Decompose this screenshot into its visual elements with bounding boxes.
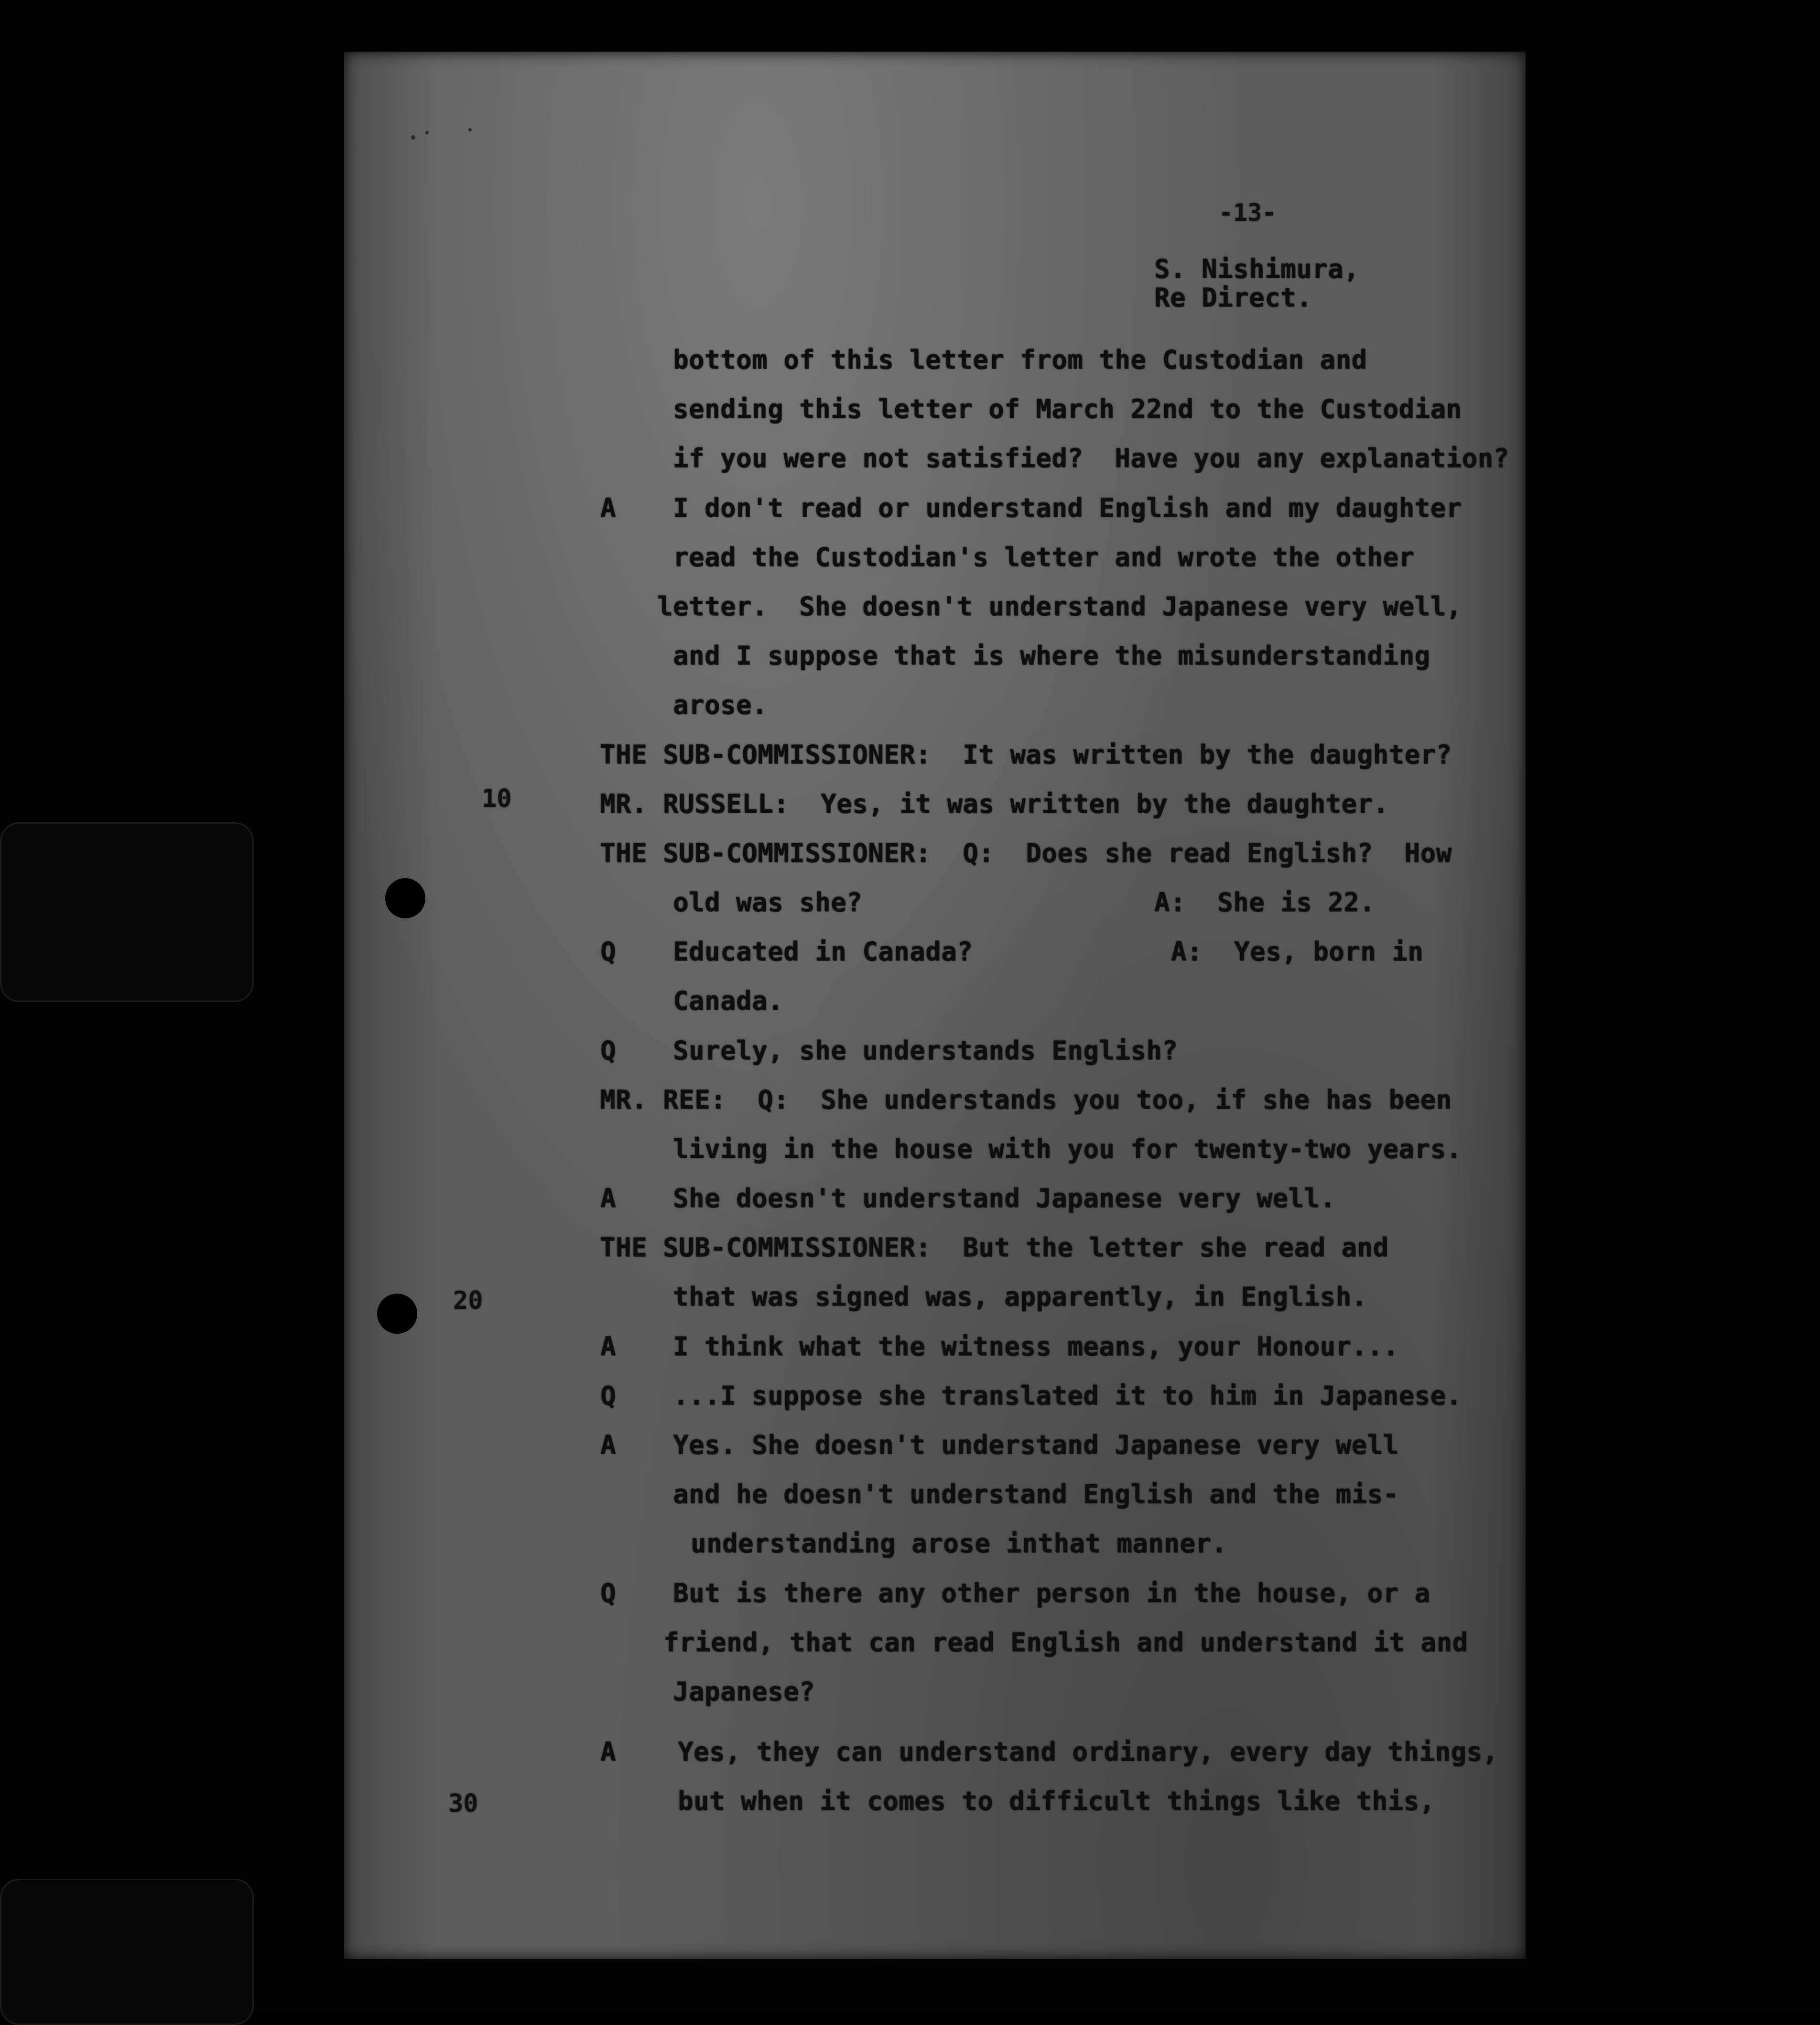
transcript-line: understanding arose inthat manner.	[691, 1528, 1227, 1558]
speck	[425, 131, 429, 134]
speaker-marker: A	[600, 1183, 617, 1213]
transcript-line: friend, that can read English and understand it and	[663, 1627, 1468, 1657]
punch-hole-bottom	[377, 1294, 417, 1334]
transcript-line: if you were not satisfied? Have you any explanation?	[673, 443, 1509, 473]
transcript-line: She doesn't understand Japanese very well.	[673, 1183, 1336, 1213]
examination-type: Re Direct.	[1154, 283, 1312, 313]
line-number-20: 20	[453, 1286, 483, 1315]
transcript-answer: A: Yes, born in	[1171, 936, 1424, 967]
speaker-marker: Q	[600, 936, 617, 967]
transcript-line: and he doesn't understand English and the mis-	[673, 1479, 1399, 1509]
transcript-line: I don't read or understand English and my daughter	[673, 493, 1462, 523]
transcript-line: Yes. She doesn't understand Japanese very well	[673, 1430, 1399, 1460]
speaker-marker: Q	[600, 1381, 617, 1411]
punch-hole-top	[385, 878, 425, 918]
transcript-line: I think what the witness means, your Honour...	[673, 1331, 1399, 1361]
transcript-line: and I suppose that is where the misunderstanding	[673, 641, 1430, 671]
film-tab-upper	[0, 822, 254, 1002]
transcript-line: living in the house with you for twenty-two years.	[673, 1134, 1462, 1164]
document-page	[344, 52, 1526, 1959]
transcript-line: Surely, she understands English?	[673, 1035, 1178, 1066]
transcript-line: arose.	[673, 690, 768, 720]
transcript-line: bottom of this letter from the Custodian and	[673, 345, 1367, 375]
transcript-line: Yes, they can understand ordinary, every day things,	[678, 1737, 1498, 1767]
transcript-line: letter. She doesn't understand Japanese very well,	[657, 591, 1462, 621]
transcript-line: Educated in Canada?	[673, 936, 973, 967]
speaker-marker: A	[600, 493, 617, 523]
transcript-line: read the Custodian's letter and wrote the other	[673, 542, 1415, 572]
speaker-marker: A	[600, 1430, 617, 1460]
speaker-marker: Q	[600, 1578, 617, 1608]
transcript-line: But is there any other person in the house, or a	[673, 1578, 1430, 1608]
speck	[411, 135, 415, 140]
witness-name: S. Nishimura,	[1154, 254, 1360, 284]
film-tab-lower	[0, 1879, 254, 2025]
transcript-line: THE SUB-COMMISSIONER: But the letter she read and	[600, 1232, 1389, 1263]
transcript-line: that was signed was, apparently, in English.	[673, 1282, 1367, 1312]
page-number: -13-	[1219, 199, 1277, 227]
line-number-30: 30	[448, 1789, 478, 1818]
speaker-marker: A	[600, 1737, 617, 1767]
transcript-line: MR. RUSSELL: Yes, it was written by the daughter.	[600, 789, 1389, 819]
speck	[468, 128, 472, 131]
speaker-marker: A	[600, 1331, 617, 1361]
transcript-line: but when it comes to difficult things like this,	[678, 1786, 1435, 1816]
transcript-line: old was she?	[673, 887, 863, 917]
transcript-line: MR. REE: Q: She understands you too, if she has been	[600, 1085, 1452, 1115]
transcript-line: THE SUB-COMMISSIONER: It was written by the daughter?	[600, 740, 1452, 770]
transcript-line: sending this letter of March 22nd to the Custodian	[673, 394, 1462, 424]
transcript-line: ...I suppose she translated it to him in Japanese.	[673, 1381, 1462, 1411]
line-number-10: 10	[482, 784, 512, 813]
transcript-line: Canada.	[673, 986, 784, 1016]
transcript-line: Japanese?	[673, 1677, 815, 1707]
speaker-marker: Q	[600, 1035, 617, 1066]
transcript-line: THE SUB-COMMISSIONER: Q: Does she read English? How	[600, 838, 1452, 868]
transcript-answer: A: She is 22.	[1154, 887, 1376, 917]
